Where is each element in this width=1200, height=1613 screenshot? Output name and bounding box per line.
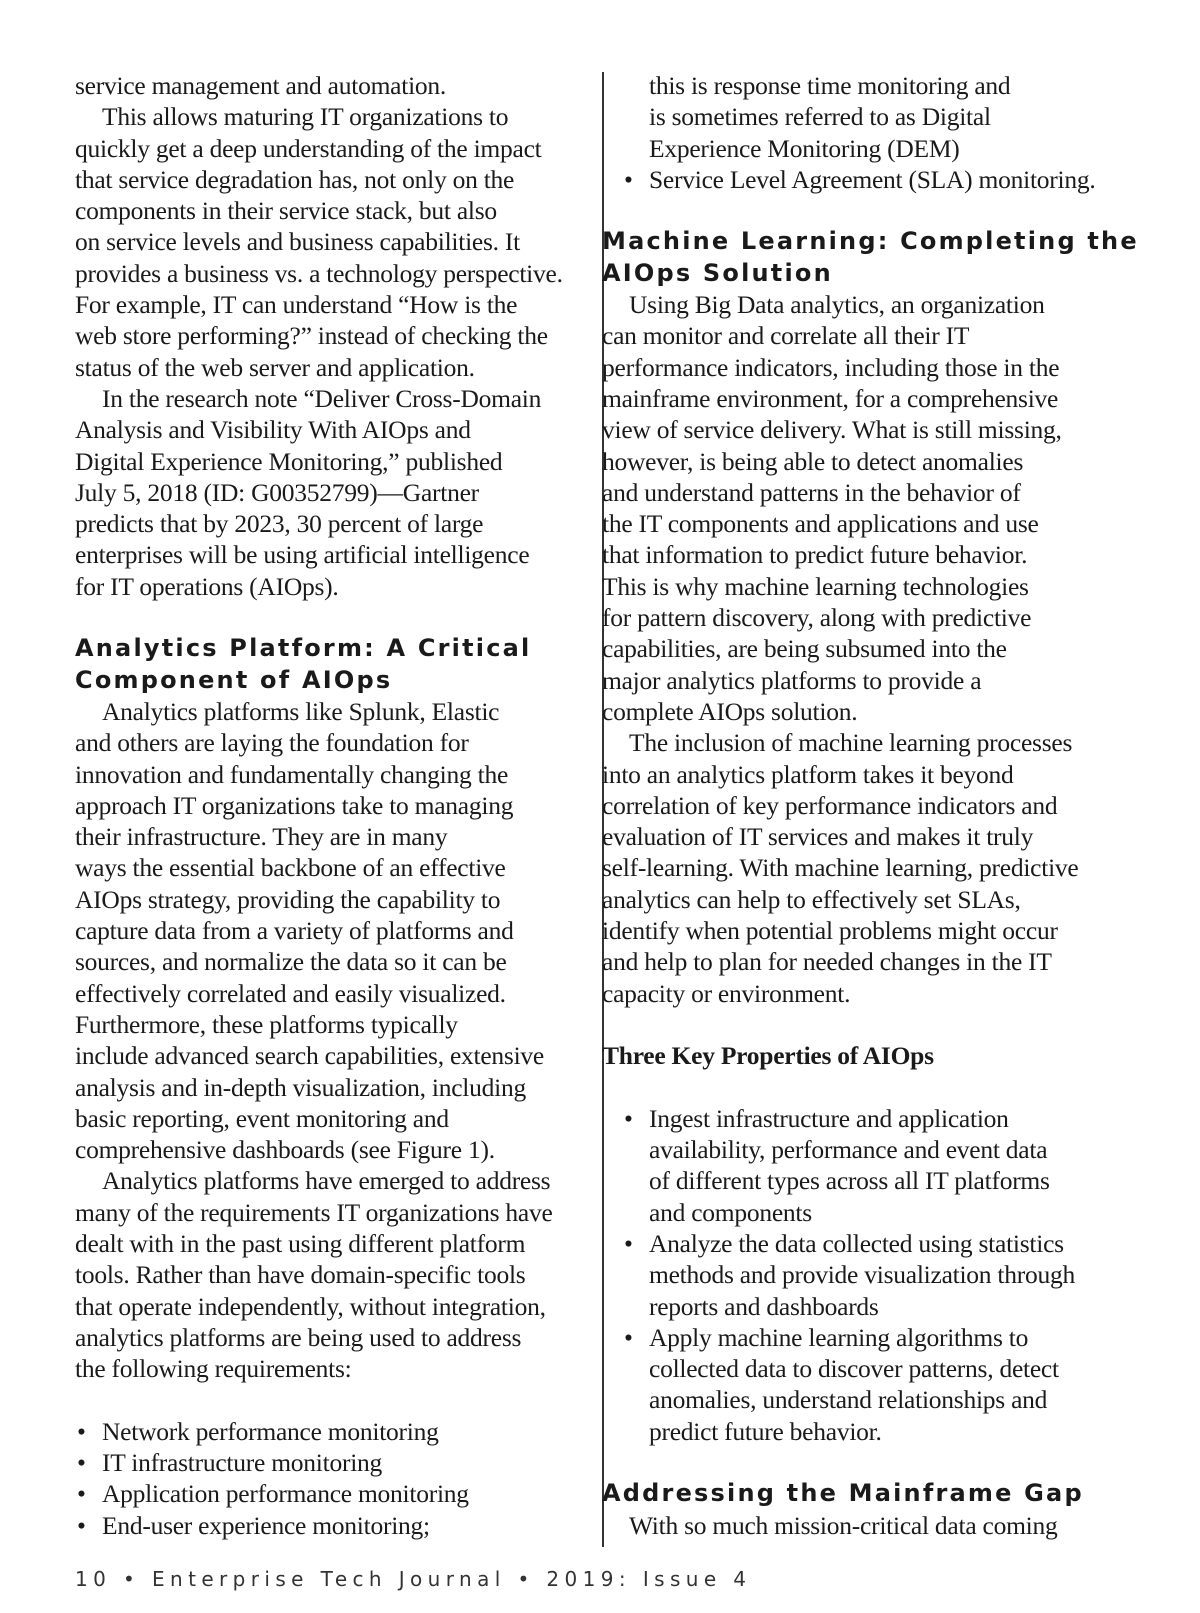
text-line: that service degradation has, not only on the — [75, 164, 515, 194]
text-line: analysis and in-depth visualization, including — [75, 1072, 526, 1102]
text-line: performance indicators, including those in the — [602, 352, 1060, 382]
requirements-list — [75, 1416, 585, 1541]
heading-line: AIOps Solution — [602, 258, 833, 287]
text-line: major analytics platforms to provide a — [602, 665, 982, 695]
text-line: the IT components and applications and use — [602, 509, 1039, 539]
text-line: July 5, 2018 (ID: G00352799)—Gartner — [75, 477, 479, 507]
text-line: In the research note “Deliver Cross-Domain — [102, 383, 542, 413]
text-line: analytics platforms are being used to address — [75, 1322, 522, 1352]
text-line: Analysis and Visibility With AIOps and — [75, 415, 471, 445]
paragraph-gartner — [75, 383, 585, 602]
text-line: include advanced search capabilities, extensive — [75, 1041, 544, 1071]
text-line: components in their service stack, but also — [75, 196, 497, 226]
section-heading-analytics-platform — [75, 633, 585, 696]
heading-line: Component of AIOps — [75, 665, 393, 694]
text-line: For example, IT can understand “How is the — [75, 290, 518, 320]
text-line: Analytics platforms have emerged to address — [102, 1166, 551, 1196]
text-line: Experience Monitoring (DEM) — [649, 133, 960, 163]
text-line: and understand patterns in the behavior of — [602, 477, 1021, 507]
text-line: for IT operations (AIOps). — [75, 571, 339, 601]
paragraph-machine-learning — [602, 727, 1147, 1009]
list-item: • Application performance monitoring — [75, 1478, 585, 1509]
text-line: their infrastructure. They are in many — [75, 822, 448, 852]
sla-list — [622, 164, 1147, 195]
text-line: ways the essential backbone of an effective — [75, 853, 506, 883]
text-line: provides a business vs. a technology perspective. — [75, 258, 563, 288]
text-line: enterprises will be using artificial intelligence — [75, 540, 530, 570]
list-item: • Ingest infrastructure and application availability, performance and event data of different types across all IT platforms and components — [622, 1103, 1147, 1228]
text-line: Using Big Data analytics, an organization — [629, 290, 1045, 320]
section-heading-machine-learning — [602, 226, 1147, 289]
text-line: that operate independently, without integration, — [75, 1291, 546, 1321]
text-line: self-learning. With machine learning, predictive — [602, 853, 1079, 883]
paragraph-requirements — [75, 1165, 585, 1384]
text-line: AIOps strategy, providing the capability to — [75, 884, 501, 914]
text-line: predicts that by 2023, 30 percent of large — [75, 509, 484, 539]
text-line: evaluation of IT services and makes it truly — [602, 822, 1034, 852]
paragraph-maturing-it — [75, 101, 585, 132]
text-line: web store performing?” instead of checking the — [75, 321, 548, 351]
paragraph-analytics-platforms — [75, 696, 585, 1165]
text-line: the following requirements: — [75, 1354, 352, 1384]
text-line: into an analytics platform takes it beyond — [602, 759, 1014, 789]
text-line: dealt with in the past using different platform — [75, 1228, 526, 1258]
text-line: This is why machine learning technologies — [602, 571, 1029, 601]
paragraph-mainframe — [602, 1510, 1147, 1541]
text-line: however, is being able to detect anomalies — [602, 446, 1024, 476]
text-line: comprehensive dashboards (see Figure 1). — [75, 1135, 495, 1165]
text-line: on service levels and business capabilities. It — [75, 227, 520, 257]
list-item: • Analyze the data collected using statistics methods and provide visualization through reports and dashboards — [622, 1228, 1147, 1322]
heading-line: Machine Learning: Completing the — [602, 227, 1139, 256]
text-line: The inclusion of machine learning processes — [629, 728, 1073, 758]
text-line: tools. Rather than have domain-specific tools — [75, 1260, 526, 1290]
text-line: and others are laying the foundation for — [75, 728, 469, 758]
text-line: many of the requirements IT organizations have — [75, 1197, 553, 1227]
text-line: and help to plan for needed changes in the IT — [602, 947, 1052, 977]
right-column — [602, 70, 1147, 1541]
text-line: sources, and normalize the data so it can be — [75, 947, 507, 977]
text-line: analytics can help to effectively set SLAs, — [602, 884, 1021, 914]
text-line: capture data from a variety of platforms and — [75, 916, 514, 946]
bullet-continuation — [622, 70, 1147, 164]
paragraph-maturing-it-body — [75, 133, 585, 383]
text-line: mainframe environment, for a comprehensive — [602, 383, 1059, 413]
page-footer: 10 • Enterprise Tech Journal • 2019: Issue 4 — [75, 1567, 752, 1591]
list-item: • IT infrastructure monitoring — [75, 1447, 585, 1478]
text-line: Digital Experience Monitoring,” published — [75, 446, 503, 476]
text-line: quickly get a deep understanding of the impact — [75, 133, 542, 163]
subheading-three-key-properties: Three Key Properties of AIOps — [602, 1041, 934, 1071]
text-line: capacity or environment. — [602, 978, 851, 1008]
key-properties-list — [622, 1103, 1147, 1447]
text-line: view of service delivery. What is still missing, — [602, 415, 1062, 445]
text-line: is sometimes referred to as Digital — [649, 102, 991, 132]
text-line: capabilities, are being subsumed into the — [602, 634, 1007, 664]
left-column — [75, 70, 585, 1541]
text-line: complete AIOps solution. — [602, 696, 858, 726]
text-line: Furthermore, these platforms typically — [75, 1009, 458, 1039]
section-heading-mainframe-gap: Addressing the Mainframe Gap — [602, 1479, 1084, 1508]
text-line: for pattern discovery, along with predictive — [602, 603, 1032, 633]
text-line: effectively correlated and easily visualized. — [75, 978, 506, 1008]
text-line: approach IT organizations take to managing — [75, 790, 514, 820]
text-line: that information to predict future behavior. — [602, 540, 1028, 570]
text-line: This allows maturing IT organizations to — [102, 102, 509, 132]
text-line: Analytics platforms like Splunk, Elastic — [102, 696, 500, 726]
list-item: • Network performance monitoring — [75, 1416, 585, 1447]
text-line: basic reporting, event monitoring and — [75, 1103, 449, 1133]
list-item: • Service Level Agreement (SLA) monitoring. — [622, 164, 1147, 195]
text-line: correlation of key performance indicators and — [602, 790, 1058, 820]
text-line: status of the web server and application. — [75, 352, 475, 382]
text-line: service management and automation. — [75, 71, 447, 100]
list-item: • Apply machine learning algorithms to collected data to discover patterns, detect anomalies, understand relationships and predict future behavior. — [622, 1322, 1147, 1447]
paragraph-continuation — [75, 70, 585, 101]
paragraph-big-data — [602, 289, 1147, 727]
text-line: With so much mission-critical data coming — [629, 1510, 1058, 1540]
text-line: this is response time monitoring and — [649, 71, 1011, 100]
text-line: innovation and fundamentally changing the — [75, 759, 509, 789]
list-item: • End-user experience monitoring; — [75, 1510, 585, 1541]
heading-line: Analytics Platform: A Critical — [75, 634, 532, 663]
text-line: identify when potential problems might occur — [602, 916, 1058, 946]
text-line: can monitor and correlate all their IT — [602, 321, 970, 351]
